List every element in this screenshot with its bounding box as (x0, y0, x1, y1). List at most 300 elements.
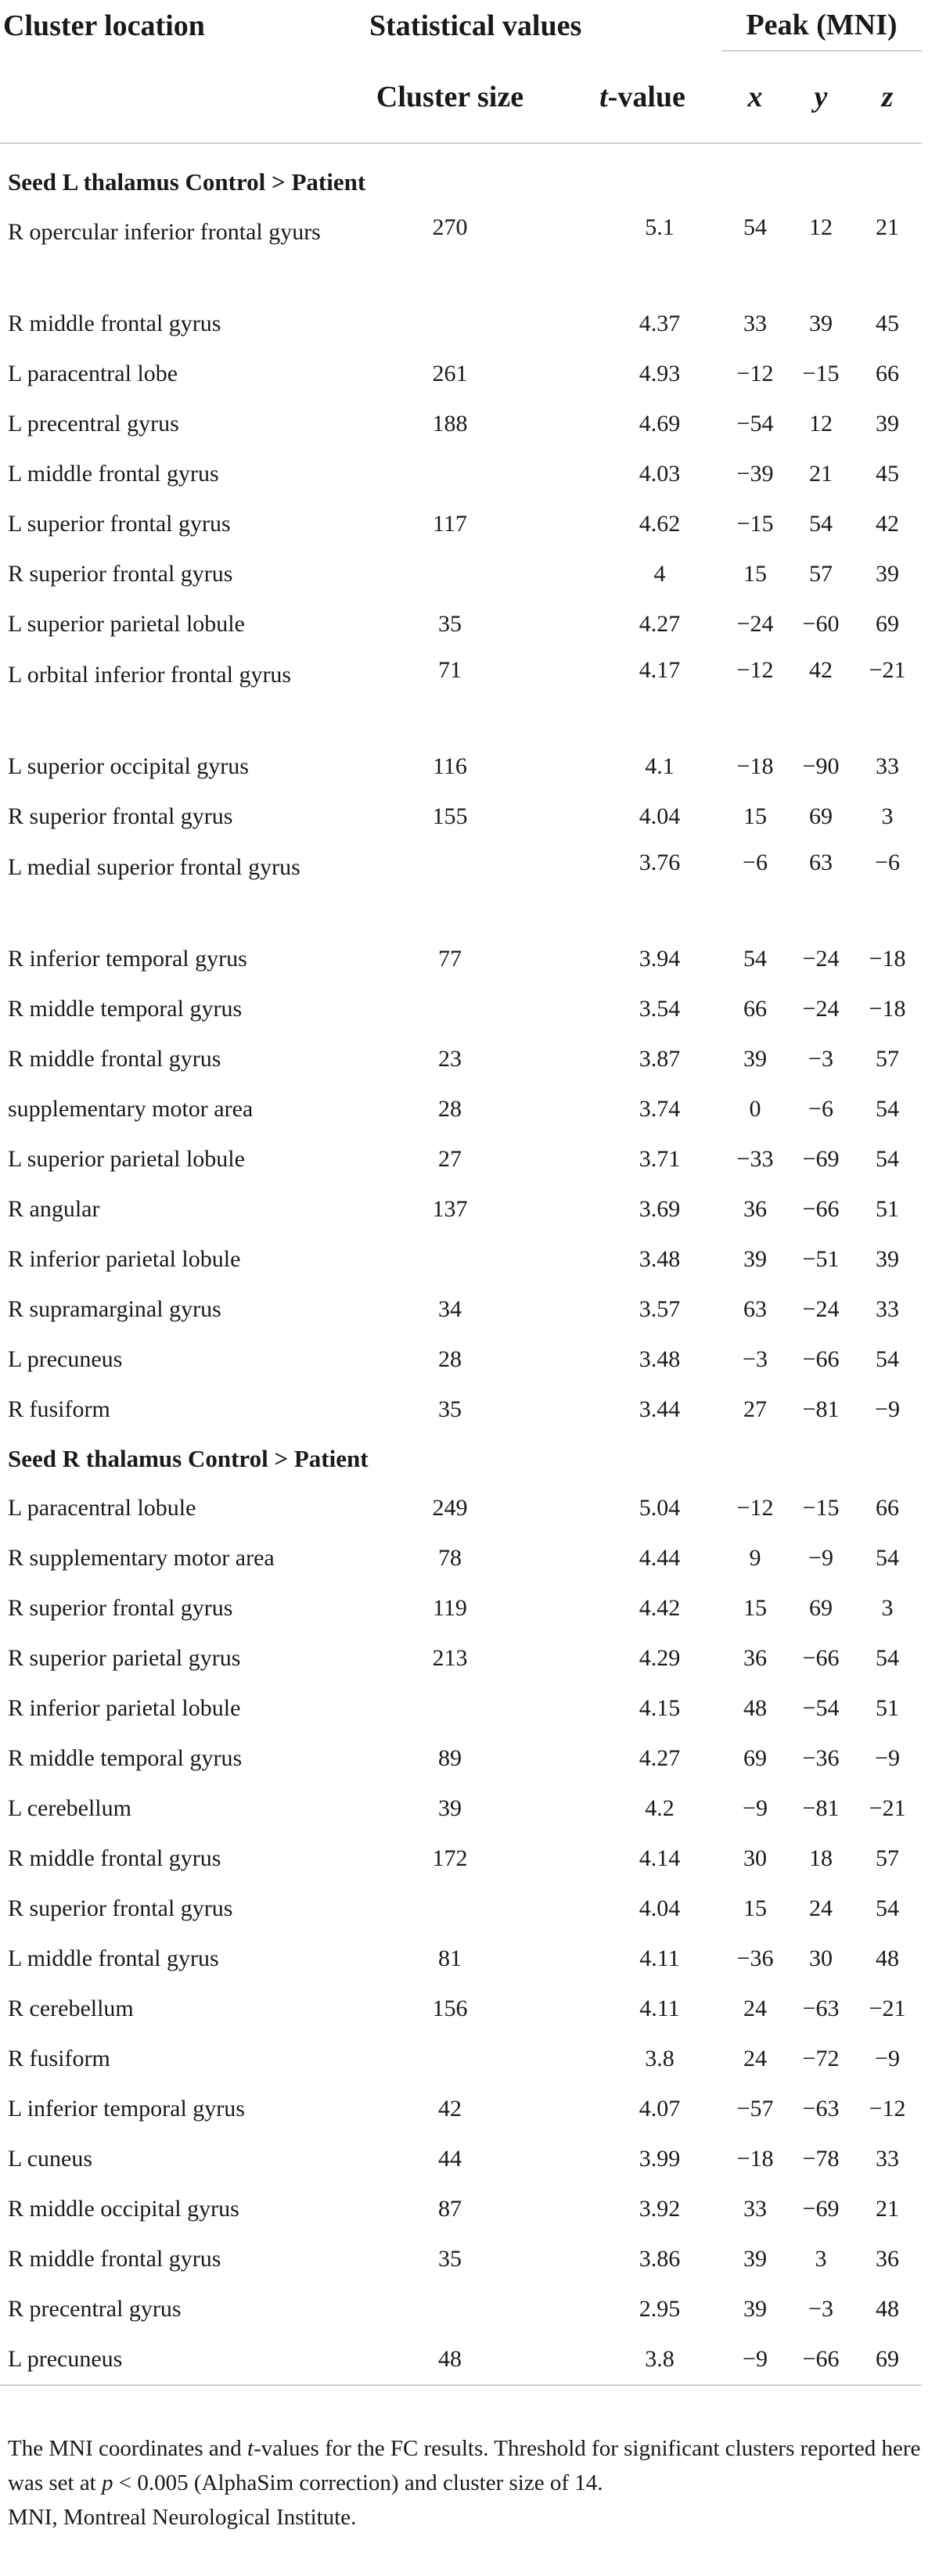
cell-region: L cuneus (8, 2146, 93, 2172)
table-row (0, 1533, 922, 1583)
cell-y: −72 (802, 2046, 840, 2071)
table-row (0, 1234, 922, 1284)
cell-x: 24 (743, 2046, 767, 2071)
cell-region: L inferior temporal gyrus (8, 2096, 245, 2122)
cell-cluster-size: 119 (433, 1595, 467, 1621)
cell-region: R angular (8, 1196, 100, 1222)
cell-x: 24 (743, 1996, 767, 2021)
cell-cluster-size (336, 2284, 563, 2334)
cell-cluster-size: 213 (432, 1645, 468, 1671)
table-row (0, 1884, 922, 1934)
cell-t-value: 3.94 (639, 946, 681, 972)
header-statistical-values: Statistical values (369, 9, 582, 42)
cell-t-value: 4.11 (639, 1945, 680, 1971)
cell-y: 57 (809, 561, 833, 587)
cell-y: 39 (809, 311, 833, 336)
header-y: y (814, 81, 828, 113)
cell-z: −21 (869, 1795, 906, 1821)
table-row (0, 1734, 922, 1784)
cell-y: −24 (802, 946, 840, 972)
table-row (0, 2334, 922, 2385)
cell-region: L precuneus (8, 1346, 123, 1372)
cell-z: 3 (881, 1595, 894, 1621)
cell-x: −9 (721, 2334, 789, 2385)
cell-t-value: 4.1 (645, 753, 675, 779)
cell-t-value: 4.93 (639, 361, 681, 386)
cell-z: 66 (876, 1495, 899, 1521)
cell-z: 45 (876, 461, 899, 487)
cell-x: 39 (743, 2246, 767, 2272)
cell-y: 12 (809, 411, 833, 437)
cell-cluster-size: 249 (432, 1495, 468, 1521)
table-row (0, 2134, 922, 2184)
cell-z: 51 (876, 1695, 899, 1721)
cell-y: −3 (808, 1046, 833, 1072)
cell-x: 15 (743, 1895, 767, 1921)
cell-x: 63 (743, 1296, 767, 1322)
header-t-value (563, 51, 721, 143)
cell-t-value: 3.69 (639, 1196, 681, 1222)
cell-t-value: 4 (653, 561, 666, 587)
cell-y: 69 (809, 1595, 833, 1621)
cell-z: 54 (876, 1096, 899, 1122)
cell-t-value: 4.29 (639, 1645, 681, 1671)
cell-cluster-size (336, 549, 563, 599)
cell-region: R middle frontal gyrus (8, 311, 221, 336)
header-z: z (881, 81, 894, 113)
cell-x: −54 (736, 411, 774, 437)
footnote-t: t (247, 2436, 254, 2461)
cell-y: −51 (802, 1246, 840, 1272)
cell-cluster-size: 44 (438, 2146, 462, 2172)
cell-cluster-size: 270 (432, 214, 468, 240)
cell-region: L orbital inferior frontal gyrus (8, 662, 292, 688)
cell-z: 42 (876, 511, 899, 537)
table-row (0, 1633, 922, 1683)
section-header-row (0, 143, 922, 207)
cell-x: 27 (743, 1396, 767, 1422)
table-row (0, 2084, 922, 2134)
cell-z: 48 (876, 2296, 899, 2322)
cell-z: 51 (876, 1196, 899, 1222)
cell-region: L precuneus (0, 2334, 336, 2385)
cell-y: −69 (802, 2196, 840, 2222)
cell-t-value: 3.92 (639, 2196, 681, 2222)
table-row (0, 599, 922, 649)
table-row (0, 649, 922, 742)
cell-z: 54 (876, 1645, 899, 1671)
cell-y: −15 (802, 361, 840, 386)
footnote-text: The MNI coordinates and (8, 2436, 248, 2461)
cell-z: −6 (875, 850, 900, 875)
cell-cluster-size: 172 (432, 1845, 468, 1871)
cell-region: R supplementary motor area (8, 1545, 275, 1571)
cell-region: R fusiform (8, 2046, 110, 2071)
cell-cluster-size: 87 (438, 2196, 462, 2222)
cell-x: 15 (743, 803, 767, 829)
cell-x: 39 (743, 1046, 767, 1072)
cell-cluster-size: 188 (432, 411, 468, 437)
cell-region: L cerebellum (8, 1795, 131, 1821)
cell-t-value: 3.8 (563, 2334, 721, 2385)
cell-region: R inferior temporal gyrus (8, 946, 247, 972)
cell-y: −54 (802, 1695, 840, 1721)
cell-cluster-size: 81 (438, 1945, 462, 1971)
cell-x: 54 (743, 946, 767, 972)
cell-y: −90 (802, 753, 840, 779)
cell-y: −60 (802, 611, 840, 637)
cell-y: −24 (802, 996, 840, 1022)
table-row (0, 1784, 922, 1834)
cell-t-value: 4.03 (639, 461, 681, 487)
header-t-rest: -value (607, 80, 685, 113)
cell-region: R inferior parietal lobule (8, 1695, 241, 1721)
cell-y: 3 (815, 2246, 827, 2272)
cell-region: R middle temporal gyrus (8, 1745, 243, 1771)
cell-y: 69 (809, 803, 833, 829)
cell-x: −39 (736, 461, 774, 487)
cell-cluster-size (336, 1884, 563, 1934)
cell-region: supplementary motor area (8, 1096, 254, 1122)
cell-t-value: 5.1 (645, 214, 675, 240)
header-cluster-location: Cluster location (3, 9, 205, 42)
cell-cluster-size (336, 842, 563, 934)
cell-x: 36 (743, 1196, 767, 1222)
cell-y: −66 (789, 2334, 853, 2385)
cell-x: −36 (736, 1945, 774, 1971)
table-row (0, 207, 922, 299)
cell-y: −81 (802, 1396, 840, 1422)
cell-x: −15 (736, 511, 774, 537)
table-row (0, 2034, 922, 2084)
table-row (0, 499, 922, 549)
cell-t-value: 4.27 (639, 611, 681, 637)
cell-x: −3 (743, 1346, 768, 1372)
cell-region: L middle frontal gyrus (8, 461, 219, 487)
cell-cluster-size (336, 1683, 563, 1734)
cell-t-value: 5.04 (639, 1495, 681, 1521)
cell-x: 39 (743, 1246, 767, 1272)
cell-region: R middle frontal gyrus (8, 1046, 221, 1072)
cell-z: 66 (876, 361, 899, 386)
cell-t-value: 4.27 (639, 1745, 681, 1771)
cell-x: −12 (736, 361, 774, 386)
cell-region: R middle temporal gyrus (8, 996, 243, 1022)
cell-cluster-size: 156 (432, 1996, 468, 2021)
cell-cluster-size: 23 (438, 1046, 462, 1072)
cell-z: −21 (869, 657, 906, 683)
cell-z: 39 (876, 411, 899, 437)
cell-region: R supramarginal gyrus (8, 1296, 221, 1322)
cell-t-value: 4.17 (639, 657, 681, 683)
cell-z: −21 (869, 1996, 906, 2021)
cell-t-value: 3.57 (639, 1296, 681, 1322)
table-row (0, 742, 922, 792)
cell-t-value: 3.8 (645, 2046, 675, 2071)
cell-cluster-size (336, 2034, 563, 2084)
cell-y: −81 (802, 1795, 840, 1821)
table-row (0, 549, 922, 599)
cell-t-value: 4.42 (639, 1595, 681, 1621)
table-row (0, 2284, 922, 2334)
cell-t-value: 3.71 (639, 1146, 681, 1172)
cell-cluster-size: 35 (438, 2246, 462, 2272)
cell-x: 66 (743, 996, 767, 1022)
cell-region: R superior frontal gyrus (8, 1895, 233, 1921)
cell-t-value: 4.11 (639, 1996, 680, 2021)
cell-t-value: 2.95 (639, 2296, 681, 2322)
cell-z: 21 (876, 214, 899, 240)
cell-region: L medial superior frontal gyrus (8, 854, 300, 880)
cell-y: 63 (809, 850, 833, 875)
cell-t-value: 3.87 (639, 1046, 681, 1072)
cell-cluster-size: 89 (438, 1745, 462, 1771)
table-row (0, 934, 922, 984)
cell-t-value: 4.69 (639, 411, 681, 437)
footnote-line-1 (8, 2431, 922, 2500)
cell-z: 33 (876, 1296, 899, 1322)
cell-y: 21 (809, 461, 833, 487)
section-title: Seed L thalamus Control > Patient (8, 168, 366, 196)
table-row (0, 792, 922, 842)
cell-region: L middle frontal gyrus (8, 1945, 219, 1971)
header-t-italic: t (599, 80, 608, 113)
cell-x: −24 (736, 611, 774, 637)
cell-cluster-size: 48 (336, 2334, 563, 2385)
cell-x: −18 (736, 2146, 774, 2172)
cell-cluster-size: 42 (438, 2096, 462, 2122)
table-row (0, 1483, 922, 1533)
cell-region: R opercular inferior frontal gyurs (8, 219, 321, 245)
cell-cluster-size: 28 (438, 1346, 462, 1372)
cell-z: −9 (875, 1745, 900, 1771)
cell-region: L superior frontal gyrus (8, 511, 231, 537)
header-peak-mni: Peak (MNI) (721, 0, 922, 51)
cell-y: −3 (808, 2296, 833, 2322)
cell-x: −33 (736, 1146, 774, 1172)
cell-cluster-size: 77 (438, 946, 462, 972)
cell-x: −57 (736, 2096, 774, 2122)
cell-z: 39 (876, 561, 899, 587)
cell-region: R middle frontal gyrus (8, 1845, 221, 1871)
cell-z: 33 (876, 2146, 899, 2172)
footnote-line-2: MNI, Montreal Neurological Institute. (8, 2505, 357, 2530)
cell-y: 42 (809, 657, 833, 683)
table-footnote (8, 2431, 922, 2535)
cell-t-value: 3.76 (639, 850, 681, 875)
cell-x: −6 (743, 850, 768, 875)
cell-cluster-size: 39 (438, 1795, 462, 1821)
cell-y: −66 (802, 1346, 840, 1372)
cell-cluster-size: 35 (438, 611, 462, 637)
table-row (0, 2234, 922, 2284)
cell-x: 69 (743, 1745, 767, 1771)
cell-cluster-size: 27 (438, 1146, 462, 1172)
table-row (0, 299, 922, 349)
cell-region: R precentral gyrus (8, 2296, 182, 2322)
cell-y: −63 (802, 1996, 840, 2021)
cell-z: 45 (876, 311, 899, 336)
table-row (0, 1934, 922, 1984)
cell-t-value: 3.99 (639, 2146, 681, 2172)
table-row (0, 1583, 922, 1633)
cell-z: 69 (876, 611, 899, 637)
cell-cluster-size (336, 984, 563, 1034)
cell-region: L superior parietal lobule (8, 1146, 245, 1172)
cell-region: L superior parietal lobule (8, 611, 245, 637)
header-x: x (747, 81, 763, 113)
table-row (0, 349, 922, 399)
cell-region: R middle frontal gyrus (8, 2246, 221, 2272)
cell-region: L paracentral lobule (8, 1495, 196, 1521)
cell-y: −24 (802, 1296, 840, 1322)
cell-x: 0 (749, 1096, 761, 1122)
cell-z: 21 (876, 2196, 899, 2222)
cell-x: −12 (736, 1495, 774, 1521)
cell-x: 39 (743, 2296, 767, 2322)
cell-x: 15 (743, 1595, 767, 1621)
cell-t-value: 4.15 (639, 1695, 681, 1721)
cell-t-value: 3.48 (639, 1346, 681, 1372)
table-row (0, 1284, 922, 1335)
cell-x: 30 (743, 1845, 767, 1871)
table-row (0, 1134, 922, 1184)
cell-x: 9 (749, 1545, 761, 1571)
cell-z: 3 (881, 803, 894, 829)
cell-region: R cerebellum (8, 1996, 134, 2021)
cell-y: 30 (809, 1945, 833, 1971)
section-title: Seed R thalamus Control > Patient (8, 1445, 369, 1472)
cell-x: −12 (736, 657, 774, 683)
cell-y: −66 (802, 1645, 840, 1671)
footnote-text: -values for the FC results. Threshold for significant clusters reported here was set at (8, 2436, 921, 2495)
table-row (0, 1984, 922, 2034)
table-row (0, 1683, 922, 1734)
cell-t-value: 4.62 (639, 511, 681, 537)
table-row (0, 449, 922, 499)
cell-cluster-size (336, 449, 563, 499)
table-row (0, 842, 922, 934)
cell-region: R superior frontal gyrus (8, 561, 233, 587)
cell-x: 48 (743, 1695, 767, 1721)
cell-cluster-size: 34 (438, 1296, 462, 1322)
cell-x: 33 (743, 311, 767, 336)
cell-z: −18 (869, 996, 906, 1022)
cell-x: −18 (736, 753, 774, 779)
cell-cluster-size: 28 (438, 1096, 462, 1122)
cell-cluster-size: 78 (438, 1545, 462, 1571)
cell-cluster-size: 35 (438, 1396, 462, 1422)
cell-y: −69 (802, 1146, 840, 1172)
cell-t-value: 3.74 (639, 1096, 681, 1122)
table-row (0, 1034, 922, 1084)
section-header-row (0, 1435, 922, 1483)
cell-t-value: 3.86 (639, 2246, 681, 2272)
cell-region: R superior frontal gyrus (8, 803, 233, 829)
table-row (0, 1335, 922, 1385)
cell-t-value: 4.07 (639, 2096, 681, 2122)
table-row (0, 1834, 922, 1884)
cell-z: 54 (876, 1146, 899, 1172)
cell-z: −12 (869, 2096, 906, 2122)
footnote-p: p (102, 2470, 113, 2495)
cell-t-value: 3.48 (639, 1246, 681, 1272)
table-row (0, 1385, 922, 1435)
cell-y: −63 (802, 2096, 840, 2122)
cell-t-value: 4.2 (645, 1795, 675, 1821)
cell-x: 33 (743, 2196, 767, 2222)
cell-region: R superior frontal gyrus (8, 1595, 233, 1621)
table-row (0, 399, 922, 449)
cell-z: −9 (875, 1396, 900, 1422)
cell-z: 39 (876, 1246, 899, 1272)
cell-y: −36 (802, 1745, 840, 1771)
cell-region: L paracentral lobe (8, 361, 178, 386)
cell-z: 54 (876, 1346, 899, 1372)
cell-region: R superior parietal gyrus (8, 1645, 241, 1671)
cell-z: 54 (876, 1545, 899, 1571)
cell-y: 24 (809, 1895, 833, 1921)
cell-x: 54 (743, 214, 767, 240)
table-row (0, 2184, 922, 2234)
cell-region: R inferior parietal lobule (8, 1246, 241, 1272)
cell-t-value: 3.44 (639, 1396, 681, 1422)
cell-z: 36 (876, 2246, 899, 2272)
cell-z: 54 (876, 1895, 899, 1921)
cell-region: R middle occipital gyrus (8, 2196, 239, 2222)
cell-cluster-size: 116 (433, 753, 467, 779)
cell-z: 57 (876, 1046, 899, 1072)
cell-z: −18 (869, 946, 906, 972)
footnote-text: < 0.005 (AlphaSim correction) and cluster size of 14. (113, 2470, 603, 2495)
cell-y: 54 (809, 511, 833, 537)
cell-region: L superior occipital gyrus (8, 753, 249, 779)
header-empty (0, 51, 336, 143)
cell-y: −15 (802, 1495, 840, 1521)
table-body (0, 143, 922, 2385)
header-cluster-size: Cluster size (376, 80, 524, 113)
cell-cluster-size: 137 (432, 1196, 468, 1222)
cell-z: 69 (853, 2334, 922, 2385)
table-row (0, 1084, 922, 1134)
cell-y: −9 (808, 1545, 833, 1571)
cell-y: −6 (808, 1096, 833, 1122)
cell-t-value: 4.37 (639, 311, 681, 336)
cell-cluster-size (336, 299, 563, 349)
table-row (0, 984, 922, 1034)
cell-y: −66 (802, 1196, 840, 1222)
cell-cluster-size (336, 1234, 563, 1284)
cell-t-value: 4.04 (639, 803, 681, 829)
cell-cluster-size: 117 (433, 511, 467, 537)
cell-y: 12 (809, 214, 833, 240)
cell-z: 57 (876, 1845, 899, 1871)
cell-t-value: 4.04 (639, 1895, 681, 1921)
table-header (0, 0, 922, 143)
cell-x: 15 (743, 561, 767, 587)
cell-cluster-size: 261 (432, 361, 468, 386)
cell-y: −78 (802, 2146, 840, 2172)
cell-cluster-size: 71 (438, 657, 462, 683)
cell-z: 48 (876, 1945, 899, 1971)
cell-region: L precentral gyrus (8, 411, 179, 437)
cell-t-value: 4.14 (639, 1845, 681, 1871)
cell-region: R fusiform (8, 1396, 110, 1422)
cell-x: 36 (743, 1645, 767, 1671)
cell-y: 18 (809, 1845, 833, 1871)
cell-x: −9 (743, 1795, 768, 1821)
cell-z: −9 (875, 2046, 900, 2071)
